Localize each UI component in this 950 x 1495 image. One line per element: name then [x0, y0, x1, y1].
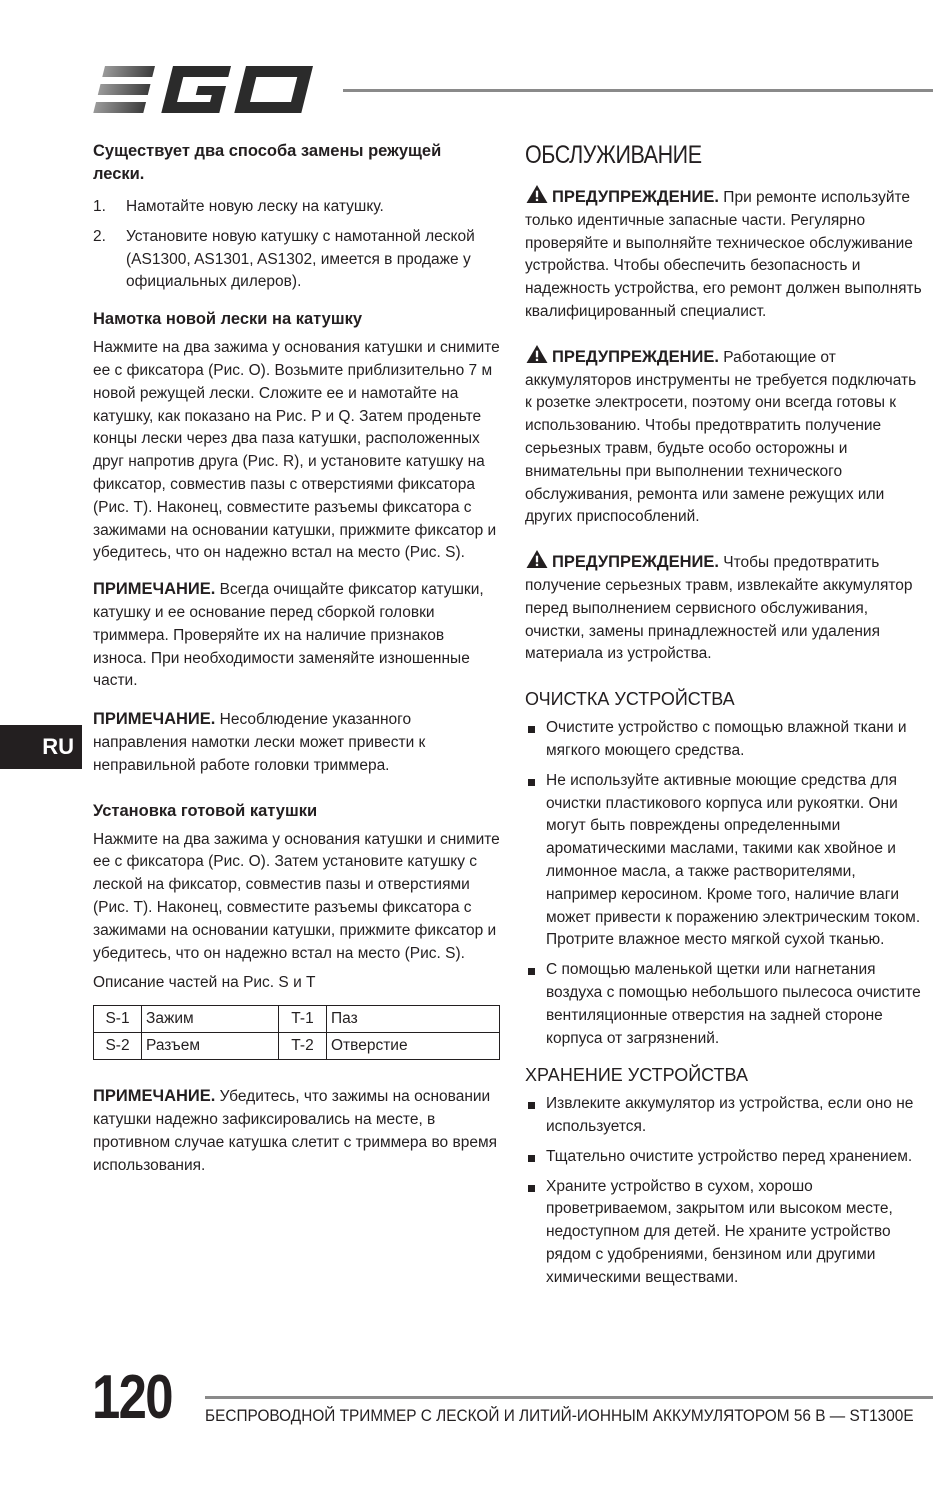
intro-heading: Существует два способа замены режущей лески. — [93, 142, 442, 183]
parts-caption: Описание частей на Рис. S и T — [93, 974, 316, 992]
note-label: ПРИМЕЧАНИЕ. — [93, 1087, 216, 1106]
note-3 — [93, 1085, 503, 1177]
step-text: Намотайте новую леску на катушку. — [126, 198, 384, 215]
table-row — [94, 1033, 500, 1060]
cleaning-list — [525, 717, 930, 1050]
list-item: Храните устройство в сухом, хорошо проветриваемом, закрытом или высоком месте, недоступном для детей. Не храните устройство рядом с удобрениями, бензином или другими химическими веществами. — [525, 1176, 930, 1290]
table-cell: Зажим — [142, 1006, 279, 1033]
cleaning-heading: ОЧИСТКА УСТРОЙСТВА — [525, 689, 735, 710]
list-item: Не используйте активные моющие средства для очистки пластикового корпуса или рукоятки. Они могут быть повреждены определенными ароматическими маслами, такими как хвойное и лимонное масла, а также растворителями, например керосином. Кроме того, наличие влаги может привести к поражению электрическим током. Протрите влажное место мягкой сухой тканью. — [525, 770, 930, 952]
page-number: 120 — [92, 1363, 172, 1432]
step-number: 2. — [93, 227, 106, 245]
step-text: Установите новую катушку с намотанной леской (AS1300, AS1301, AS1302, имеется в продаже у официальных дилеров). — [126, 227, 475, 291]
note-text: Убедитесь, что зажимы на основании катушки надежно зафиксировались на месте, в противном случае катушка слетит с триммера во время использования. — [93, 1088, 497, 1174]
storage-heading: ХРАНЕНИЕ УСТРОЙСТВА — [525, 1065, 748, 1086]
winding-text: Нажмите на два зажима у основания катушки и снимите ее с фиксатора (Рис. O). Возьмите приблизительно 7 м новой режущей лески. Сложите ее и намотайте на катушку, как показано на Рис. P и Q. Затем проденьте концы лески через два паза катушки, расположенных друг напротив друга (Рис. R), и установите катушку на фиксатор, совместив пазы с отверстиями фиксатора (Рис. T). Наконец, совместите разъемы фиксатора с зажимами на основании катушки, прижмите фиксатор и убедитесь, что он надежно встал на место (Рис. S). — [93, 339, 500, 562]
table-cell: T-1 — [279, 1006, 327, 1033]
warning-3 — [525, 549, 923, 666]
note-text: Несоблюдение указанного направления намотки лески может привести к неправильной работе головки триммера. — [93, 711, 426, 774]
list-item: Извлеките аккумулятор из устройства, если оно не используется. — [525, 1093, 930, 1139]
warning-label: ПРЕДУПРЕЖДЕНИЕ. — [552, 553, 719, 572]
left-column — [93, 138, 503, 1177]
table-cell: S-2 — [94, 1033, 142, 1060]
warning-label: ПРЕДУПРЕЖДЕНИЕ. — [552, 188, 719, 206]
note-1 — [93, 578, 493, 693]
footer-rule — [205, 1396, 933, 1399]
warning-icon — [525, 184, 549, 204]
warning-icon — [525, 344, 549, 364]
warning-text: Работающие от аккумуляторов инструменты не требуется подключать к розетке электросети, поэтому они всегда готовы к использованию. Чтобы предотвратить получение серьезных травм, будьте особо осторожны и внимательны при выполнении технического обслуживания, ремонта или замене режущих или других приспособлений. — [525, 348, 917, 526]
replacement-steps — [93, 196, 503, 294]
header-rule — [343, 89, 933, 92]
table-row — [94, 1006, 500, 1033]
language-tab: RU — [0, 725, 82, 769]
table-cell: S-1 — [94, 1006, 142, 1033]
list-item: С помощью маленькой щетки или нагнетания воздуха с помощью небольшого пылесоса очистите вентиляционные отверстия на задней стороне корпуса от загрязнений. — [525, 959, 930, 1050]
warning-2 — [525, 344, 923, 529]
footer-title: БЕСПРОВОДНОЙ ТРИММЕР С ЛЕСКОЙ И ЛИТИЙ-ИОННЫМ АККУМУЛЯТОРОМ 56 В — ST1300E — [205, 1406, 914, 1425]
step-item — [93, 226, 486, 294]
note-label: ПРИМЕЧАНИЕ. — [93, 580, 216, 599]
note-2 — [93, 708, 453, 777]
note-label: ПРИМЕЧАНИЕ. — [93, 710, 216, 729]
step-item — [93, 196, 503, 219]
warning-icon — [525, 549, 549, 569]
list-item: Очистите устройство с помощью влажной ткани и мягкого моющего средства. — [525, 717, 930, 763]
storage-list — [525, 1093, 930, 1289]
table-cell: Разъем — [142, 1033, 279, 1060]
right-column — [525, 138, 930, 1297]
table-cell: Паз — [327, 1006, 500, 1033]
ready-spool-text: Нажмите на два зажима у основания катушки и снимите ее с фиксатора (Рис. O). Затем установите катушку с леской на фиксатор, совместив пазы и отверстиями (Рис. T). Наконец, совместите разъемы фиксатора с зажимами на основании катушки, прижмите фиксатор и убедитесь, что он надежно встал на место (Рис. S). — [93, 830, 500, 962]
ego-logo — [92, 62, 322, 118]
table-cell: T-2 — [279, 1033, 327, 1060]
list-item: Тщательно очистите устройство перед хранением. — [525, 1146, 930, 1169]
parts-table — [93, 1005, 500, 1060]
maintenance-title: ОБСЛУЖИВАНИЕ — [525, 141, 702, 169]
note-text: Всегда очищайте фиксатор катушки, катушку и ее основание перед сборкой головки триммера. Проверяйте их на наличие признаков износа. При необходимости заменяйте изношенные части. — [93, 581, 484, 690]
warning-1 — [525, 184, 930, 324]
step-number: 1. — [93, 198, 106, 215]
warning-text: При ремонте используйте только идентичные запасные части. Регулярно проверяйте и выполняйте техническое обслуживание устройства. Чтобы обеспечить безопасность и надежность устройства, его ремонт должен выполнять квалифицированный специалист. — [525, 189, 922, 320]
ready-spool-heading: Установка готовой катушки — [93, 801, 318, 820]
winding-heading: Намотка новой лески на катушку — [93, 310, 363, 329]
table-cell: Отверстие — [327, 1033, 500, 1060]
warning-text: Чтобы предотвратить получение серьезных травм, извлекайте аккумулятор перед выполнением сервисного обслуживания, очистки, замены принадлежностей или удаления материала из устройства. — [525, 554, 913, 663]
warning-label: ПРЕДУПРЕЖДЕНИЕ. — [552, 347, 719, 366]
